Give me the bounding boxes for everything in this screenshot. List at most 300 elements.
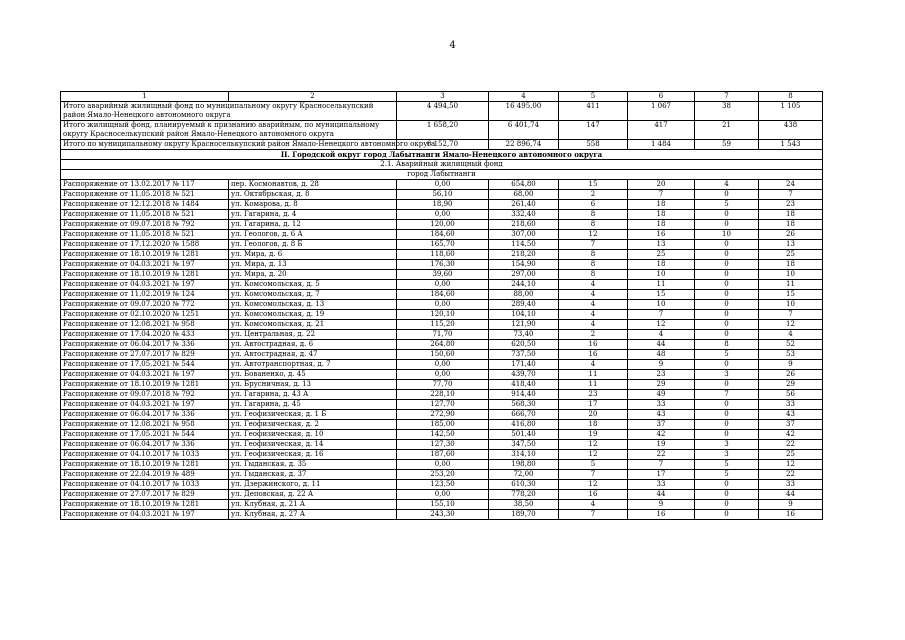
- header-number-4: 4: [489, 92, 559, 102]
- row-value: 12: [559, 440, 628, 450]
- row-value: 8: [559, 210, 628, 220]
- row-value: 0: [695, 310, 759, 320]
- row-value: 176,30: [397, 260, 489, 270]
- row-value: 501,40: [489, 430, 559, 440]
- row-value: 18: [759, 210, 823, 220]
- row-value: 0: [695, 210, 759, 220]
- header-number-5: 5: [559, 92, 628, 102]
- row-value: 142,50: [397, 430, 489, 440]
- row-document: Распоряжение от 09.07.2020 № 772: [61, 300, 229, 310]
- row-value: 16: [628, 230, 695, 240]
- table-row: [61, 220, 823, 230]
- row-value: 165,70: [397, 240, 489, 250]
- row-document: Распоряжение от 27.07.2017 № 829: [61, 490, 229, 500]
- row-document: Распоряжение от 17.05.2021 № 544: [61, 360, 229, 370]
- row-value: 0,00: [397, 300, 489, 310]
- row-value: 18: [759, 260, 823, 270]
- table-row: [61, 440, 823, 450]
- row-value: 0,00: [397, 490, 489, 500]
- header-number-6: 6: [628, 92, 695, 102]
- row-value: 218,20: [489, 250, 559, 260]
- row-value: 2: [559, 190, 628, 200]
- row-value: 48: [628, 350, 695, 360]
- row-value: 11: [559, 380, 628, 390]
- row-address: ул. Геофизическая, д. 10: [229, 430, 397, 440]
- row-value: 0: [695, 290, 759, 300]
- row-value: 33: [628, 400, 695, 410]
- row-value: 18: [759, 220, 823, 230]
- summary-label: Итого жилищный фонд, планируемый к признанию аварийным, по муниципальному округу Красноселькупский район Ямало-Ненецкого автономного округа: [61, 121, 397, 140]
- row-value: 56,10: [397, 190, 489, 200]
- row-value: 7: [628, 310, 695, 320]
- row-value: 123,50: [397, 480, 489, 490]
- table-row: [61, 430, 823, 440]
- row-value: 22: [628, 450, 695, 460]
- row-address: ул. Гагарина, д. 12: [229, 220, 397, 230]
- row-value: 16: [559, 490, 628, 500]
- row-value: 0: [695, 410, 759, 420]
- section-title: II. Городской округ город Лабытнанги Ямало-Ненецкого автономного округа: [61, 150, 823, 160]
- row-value: 16: [628, 510, 695, 520]
- row-value: 253,20: [397, 470, 489, 480]
- row-value: 15: [759, 290, 823, 300]
- row-address: ул. Геофизическая, д. 1 Б: [229, 410, 397, 420]
- row-value: 44: [628, 340, 695, 350]
- row-address: ул. Комсомольская, д. 19: [229, 310, 397, 320]
- table-row: [61, 420, 823, 430]
- row-address: ул. Геофизическая, д. 14: [229, 440, 397, 450]
- row-document: Распоряжение от 04.10.2017 № 1033: [61, 450, 229, 460]
- row-value: 0: [695, 400, 759, 410]
- row-value: 11: [759, 280, 823, 290]
- table-row: [61, 480, 823, 490]
- row-value: 0: [695, 300, 759, 310]
- row-document: Распоряжение от 09.07.2018 № 792: [61, 220, 229, 230]
- row-document: Распоряжение от 04.03.2021 № 197: [61, 260, 229, 270]
- row-value: 22: [759, 440, 823, 450]
- row-value: 39,60: [397, 270, 489, 280]
- row-address: ул. Деповская, д. 22 А: [229, 490, 397, 500]
- row-value: 56: [759, 390, 823, 400]
- row-value: 0: [695, 190, 759, 200]
- row-value: 187,60: [397, 450, 489, 460]
- summary-value: 417: [628, 121, 695, 140]
- row-value: 0: [695, 380, 759, 390]
- row-value: 38,50: [489, 500, 559, 510]
- row-document: Распоряжение от 17.05.2021 № 544: [61, 430, 229, 440]
- row-value: 2: [559, 330, 628, 340]
- row-value: 4: [628, 330, 695, 340]
- row-value: 18: [559, 420, 628, 430]
- row-document: Распоряжение от 13.02.2017 № 117: [61, 180, 229, 190]
- row-value: 73,40: [489, 330, 559, 340]
- row-document: Распоряжение от 22.04.2019 № 489: [61, 470, 229, 480]
- row-value: 4: [559, 290, 628, 300]
- row-value: 154,90: [489, 260, 559, 270]
- row-value: 620,50: [489, 340, 559, 350]
- row-value: 184,60: [397, 230, 489, 240]
- summary-value: 411: [559, 102, 628, 121]
- row-value: 5: [695, 460, 759, 470]
- row-value: 0: [695, 500, 759, 510]
- row-document: Распоряжение от 12.08.2021 № 958: [61, 420, 229, 430]
- header-number-7: 7: [695, 92, 759, 102]
- row-value: 654,80: [489, 180, 559, 190]
- row-value: 264,80: [397, 340, 489, 350]
- row-value: 7: [559, 510, 628, 520]
- row-address: ул. Автострадная, д. 6: [229, 340, 397, 350]
- row-address: ул. Мира, д. 20: [229, 270, 397, 280]
- summary-value: 6 152,70: [397, 140, 489, 150]
- table-row: [61, 180, 823, 190]
- row-address: ул. Октябрьская, д. 8: [229, 190, 397, 200]
- row-value: 171,40: [489, 360, 559, 370]
- row-value: 289,40: [489, 300, 559, 310]
- row-address: ул. Комсомольская, д. 21: [229, 320, 397, 330]
- row-value: 314,10: [489, 450, 559, 460]
- table-row: [61, 340, 823, 350]
- row-value: 439,70: [489, 370, 559, 380]
- row-value: 244,10: [489, 280, 559, 290]
- row-address: ул. Брусничная, д. 13: [229, 380, 397, 390]
- table-row: [61, 350, 823, 360]
- row-address: ул. Гыданская, д. 35: [229, 460, 397, 470]
- row-value: 12: [559, 450, 628, 460]
- row-document: Распоряжение от 09.07.2018 № 792: [61, 390, 229, 400]
- row-value: 0: [695, 510, 759, 520]
- row-value: 12: [628, 320, 695, 330]
- row-document: Распоряжение от 18.10.2019 № 1281: [61, 270, 229, 280]
- row-value: 37: [628, 420, 695, 430]
- table-row: [61, 490, 823, 500]
- row-value: 33: [759, 480, 823, 490]
- row-document: Распоряжение от 18.10.2019 № 1281: [61, 380, 229, 390]
- table-row: [61, 500, 823, 510]
- row-value: 12: [559, 230, 628, 240]
- row-value: 4: [559, 320, 628, 330]
- row-document: Распоряжение от 11.02.2019 № 124: [61, 290, 229, 300]
- row-value: 5: [695, 470, 759, 480]
- row-value: 23: [628, 370, 695, 380]
- row-value: 71,70: [397, 330, 489, 340]
- row-document: Распоряжение от 06.04.2017 № 336: [61, 340, 229, 350]
- row-document: Распоряжение от 06.04.2017 № 336: [61, 410, 229, 420]
- row-value: 4: [559, 280, 628, 290]
- table-row: [61, 290, 823, 300]
- row-value: 228,10: [397, 390, 489, 400]
- table-row: [61, 270, 823, 280]
- table-row: [61, 310, 823, 320]
- row-value: 7: [628, 460, 695, 470]
- row-document: Распоряжение от 17.04.2020 № 433: [61, 330, 229, 340]
- row-value: 68,00: [489, 190, 559, 200]
- row-value: 4: [559, 310, 628, 320]
- summary-label: Итого аварийный жилищный фонд по муниципальному округу Красноселькупский район Ямало-Ненецкого автономного округа: [61, 102, 397, 121]
- row-value: 43: [628, 410, 695, 420]
- row-value: 914,40: [489, 390, 559, 400]
- row-value: 20: [559, 410, 628, 420]
- row-document: Распоряжение от 04.03.2021 № 197: [61, 510, 229, 520]
- table-row: [61, 380, 823, 390]
- row-value: 42: [759, 430, 823, 440]
- row-value: 88,00: [489, 290, 559, 300]
- table-row: [61, 460, 823, 470]
- table-row: [61, 300, 823, 310]
- row-value: 0: [695, 240, 759, 250]
- table-row: [61, 370, 823, 380]
- summary-value: 6 401,74: [489, 121, 559, 140]
- summary-value: 21: [695, 121, 759, 140]
- row-value: 9: [759, 360, 823, 370]
- row-value: 3: [695, 450, 759, 460]
- row-value: 10: [695, 230, 759, 240]
- summary-value: 558: [559, 140, 628, 150]
- summary-value: 38: [695, 102, 759, 121]
- row-value: 26: [759, 370, 823, 380]
- row-value: 72,00: [489, 470, 559, 480]
- summary-value: 59: [695, 140, 759, 150]
- table-row: [61, 230, 823, 240]
- row-value: 10: [759, 270, 823, 280]
- row-address: ул. Комарова, д. 8: [229, 200, 397, 210]
- row-value: 185,00: [397, 420, 489, 430]
- row-value: 104,10: [489, 310, 559, 320]
- row-value: 0: [695, 320, 759, 330]
- row-value: 29: [628, 380, 695, 390]
- row-value: 4: [559, 500, 628, 510]
- table-row: [61, 400, 823, 410]
- row-address: ул. Комсомольская, д. 7: [229, 290, 397, 300]
- row-value: 10: [628, 300, 695, 310]
- row-address: ул. Мира, д. 6: [229, 250, 397, 260]
- row-document: Распоряжение от 11.05.2018 № 521: [61, 190, 229, 200]
- summary-value: 1 658,20: [397, 121, 489, 140]
- row-document: Распоряжение от 04.03.2021 № 197: [61, 280, 229, 290]
- row-value: 4: [559, 360, 628, 370]
- row-value: 610,30: [489, 480, 559, 490]
- summary-value: 16 495,00: [489, 102, 559, 121]
- row-value: 42: [628, 430, 695, 440]
- row-value: 0: [695, 490, 759, 500]
- row-value: 0: [695, 480, 759, 490]
- row-value: 0: [695, 330, 759, 340]
- row-value: 0,00: [397, 180, 489, 190]
- row-value: 77,70: [397, 380, 489, 390]
- table-row: [61, 390, 823, 400]
- row-document: Распоряжение от 12.12.2018 № 1484: [61, 200, 229, 210]
- header-number-8: 8: [759, 92, 823, 102]
- row-value: 347,50: [489, 440, 559, 450]
- row-value: 8: [559, 220, 628, 230]
- row-value: 8: [695, 340, 759, 350]
- row-value: 4: [559, 300, 628, 310]
- row-value: 44: [759, 490, 823, 500]
- row-value: 16: [559, 350, 628, 360]
- header-number-1: 1: [61, 92, 229, 102]
- summary-value: 1 484: [628, 140, 695, 150]
- row-value: 0,00: [397, 460, 489, 470]
- row-address: ул. Геофизическая, д. 2: [229, 420, 397, 430]
- summary-value: 147: [559, 121, 628, 140]
- row-value: 18: [628, 200, 695, 210]
- row-value: 15: [628, 290, 695, 300]
- row-value: 4: [695, 180, 759, 190]
- row-value: 778,20: [489, 490, 559, 500]
- row-value: 18: [628, 260, 695, 270]
- row-value: 16: [559, 340, 628, 350]
- header-number-row: [61, 92, 823, 102]
- row-value: 189,70: [489, 510, 559, 520]
- row-value: 49: [628, 390, 695, 400]
- page-number: 4: [449, 40, 456, 51]
- row-address: ул. Геологов, д. 6 А: [229, 230, 397, 240]
- summary-value: 4 494,50: [397, 102, 489, 121]
- summary-row-planned-total: [61, 121, 823, 140]
- row-value: 9: [628, 360, 695, 370]
- row-value: 4: [759, 330, 823, 340]
- row-value: 7: [628, 190, 695, 200]
- row-value: 198,80: [489, 460, 559, 470]
- row-value: 12: [759, 320, 823, 330]
- row-value: 15: [559, 180, 628, 190]
- row-value: 12: [559, 480, 628, 490]
- row-value: 23: [759, 200, 823, 210]
- row-value: 120,10: [397, 310, 489, 320]
- row-value: 0: [695, 430, 759, 440]
- row-value: 9: [759, 500, 823, 510]
- row-value: 0,00: [397, 370, 489, 380]
- row-value: 20: [628, 180, 695, 190]
- row-value: 272,90: [397, 410, 489, 420]
- summary-value: 1 543: [759, 140, 823, 150]
- row-value: 25: [759, 250, 823, 260]
- row-value: 8: [559, 260, 628, 270]
- row-value: 114,50: [489, 240, 559, 250]
- row-value: 52: [759, 340, 823, 350]
- table-row: [61, 450, 823, 460]
- row-value: 5: [559, 460, 628, 470]
- row-value: 0,00: [397, 280, 489, 290]
- subsection-title: 2.1. Аварийный жилищный фонд: [61, 160, 823, 170]
- table-row: [61, 200, 823, 210]
- row-value: 3: [695, 440, 759, 450]
- row-value: 7: [759, 310, 823, 320]
- summary-row-emergency-total: [61, 102, 823, 121]
- row-value: 416,80: [489, 420, 559, 430]
- row-document: Распоряжение от 11.05.2018 № 521: [61, 230, 229, 240]
- row-document: Распоряжение от 12.08.2021 № 958: [61, 320, 229, 330]
- row-value: 127,70: [397, 400, 489, 410]
- row-address: ул. Гагарина, д. 43 А: [229, 390, 397, 400]
- row-value: 0: [695, 220, 759, 230]
- table-row: [61, 260, 823, 270]
- row-value: 11: [628, 280, 695, 290]
- row-document: Распоряжение от 17.12.2020 № 1588: [61, 240, 229, 250]
- row-value: 307,00: [489, 230, 559, 240]
- table-row: [61, 410, 823, 420]
- row-value: 7: [559, 240, 628, 250]
- row-document: Распоряжение от 04.10.2017 № 1033: [61, 480, 229, 490]
- row-value: 3: [695, 370, 759, 380]
- row-document: Распоряжение от 18.10.2019 № 1281: [61, 250, 229, 260]
- summary-value: 438: [759, 121, 823, 140]
- row-value: 118,60: [397, 250, 489, 260]
- row-address: ул. Гыданская, д. 37: [229, 470, 397, 480]
- row-value: 11: [559, 370, 628, 380]
- row-value: 9: [628, 500, 695, 510]
- row-value: 7: [695, 390, 759, 400]
- row-value: 23: [559, 390, 628, 400]
- row-value: 16: [759, 510, 823, 520]
- row-value: 26: [759, 230, 823, 240]
- row-value: 5: [695, 350, 759, 360]
- row-value: 8: [559, 250, 628, 260]
- row-value: 19: [628, 440, 695, 450]
- row-value: 184,60: [397, 290, 489, 300]
- row-value: 332,40: [489, 210, 559, 220]
- row-value: 737,50: [489, 350, 559, 360]
- row-value: 121,90: [489, 320, 559, 330]
- table-row: [61, 240, 823, 250]
- row-value: 44: [628, 490, 695, 500]
- row-value: 0: [695, 260, 759, 270]
- row-value: 17: [628, 470, 695, 480]
- row-value: 37: [759, 420, 823, 430]
- row-value: 0,00: [397, 210, 489, 220]
- table-row: [61, 510, 823, 520]
- row-address: ул. Центральная, д. 22: [229, 330, 397, 340]
- row-document: Распоряжение от 06.04.2017 № 336: [61, 440, 229, 450]
- row-value: 7: [559, 470, 628, 480]
- table-row: [61, 320, 823, 330]
- row-value: 18,90: [397, 200, 489, 210]
- row-value: 297,00: [489, 270, 559, 280]
- row-value: 53: [759, 350, 823, 360]
- city-title-row: [61, 170, 823, 180]
- header-number-2: 2: [229, 92, 397, 102]
- row-address: ул. Мира, д. 13: [229, 260, 397, 270]
- row-address: ул. Комсомольская, д. 5: [229, 280, 397, 290]
- row-value: 24: [759, 180, 823, 190]
- row-document: Распоряжение от 04.03.2021 № 197: [61, 400, 229, 410]
- row-value: 0: [695, 420, 759, 430]
- row-value: 19: [559, 430, 628, 440]
- row-value: 10: [628, 270, 695, 280]
- row-value: 418,40: [489, 380, 559, 390]
- row-value: 17: [559, 400, 628, 410]
- row-address: ул. Бованенко, д. 45: [229, 370, 397, 380]
- row-value: 18: [628, 210, 695, 220]
- row-value: 155,10: [397, 500, 489, 510]
- city-title: город Лабытнанги: [61, 170, 823, 180]
- table-row: [61, 280, 823, 290]
- section-title-row: [61, 150, 823, 160]
- row-value: 261,40: [489, 200, 559, 210]
- table-row: [61, 330, 823, 340]
- row-value: 6: [559, 200, 628, 210]
- row-value: 218,60: [489, 220, 559, 230]
- row-address: ул. Гагарина, д. 45: [229, 400, 397, 410]
- row-value: 0: [695, 360, 759, 370]
- row-value: 0: [695, 270, 759, 280]
- row-value: 243,30: [397, 510, 489, 520]
- summary-value: 1 105: [759, 102, 823, 121]
- row-value: 7: [759, 190, 823, 200]
- row-document: Распоряжение от 02.10.2020 № 1251: [61, 310, 229, 320]
- table-row: [61, 470, 823, 480]
- row-value: 25: [628, 250, 695, 260]
- row-address: ул. Геологов, д. 8 Б: [229, 240, 397, 250]
